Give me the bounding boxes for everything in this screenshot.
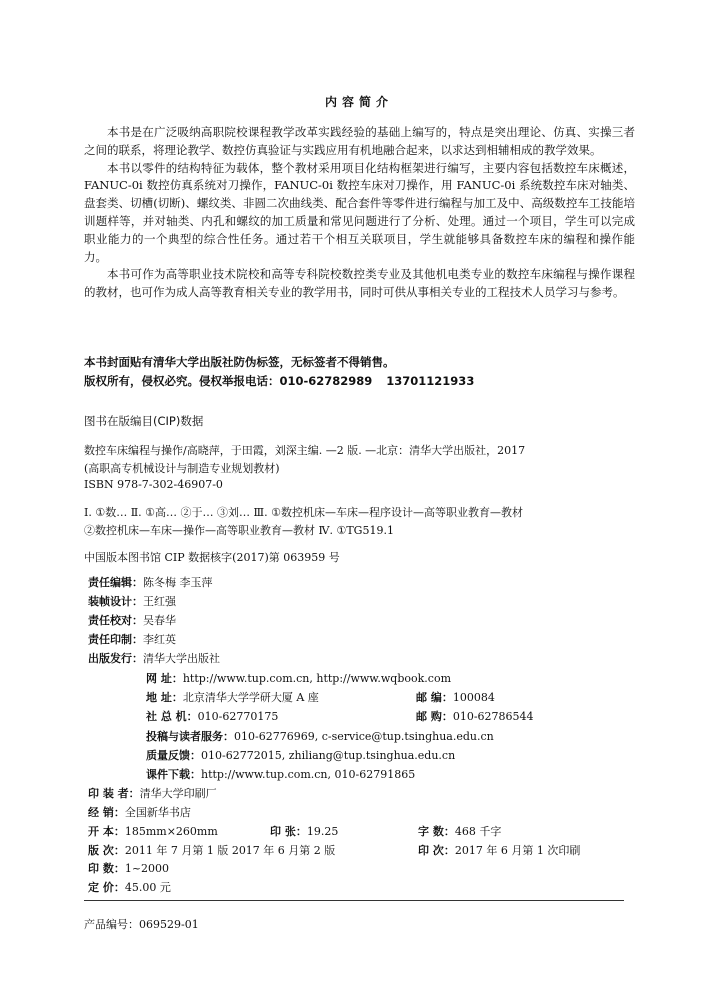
submission-value: 010-62776969, c-service@tup.tsinghua.edu.cn — [234, 730, 494, 743]
copies-value: 1~2000 — [124, 862, 170, 875]
quality-value: 010-62772015, zhiliang@tup.tsinghua.edu.cn — [201, 749, 456, 762]
intro-paragraph: 本书以零件的结构特征为载体，整个教材采用项目化结构框架进行编写，主要内容包括数控车床概述，FANUC-0i 数控仿真系统对刀操作，FANUC-0i 数控车床对刀操作，用 FANUC-0i 系统数控车床对轴类、盘套类、切槽(切断)、螺纹类、非圆二次曲线类、配合套件等零件进行编程与加工及中、高级数控车工技能培训题样等，并对轴类、内孔和螺纹的加工质量和常见问题进行了分析、处理。通过一个项目，学生可以完成职业能力的一个典型的综合性任务。通过若干个相互关联项目，学生就能够具备数控车床的编程和操作能力。 — [84, 160, 635, 264]
contact-label: 邮 购： — [416, 710, 453, 723]
printing-sheets — [270, 824, 338, 840]
credit-design — [88, 594, 648, 610]
contact-postcode — [416, 690, 495, 706]
credit-value: 吴春华 — [143, 614, 176, 627]
website-value: http://www.tup.com.cn, http://www.wqbook.com — [182, 672, 452, 685]
cip-title: 图书在版编目(CIP)数据 — [84, 414, 204, 428]
credit-label: 出版发行： — [88, 652, 143, 665]
words-value: 468 千字 — [454, 825, 502, 838]
product-label: 产品编号： — [84, 918, 139, 931]
contact-courseware — [146, 767, 706, 783]
credit-value: 陈冬梅 李玉萍 — [143, 576, 213, 589]
copyright-notice — [84, 372, 644, 391]
courseware-value: http://www.tup.com.cn, 010-62791865 — [201, 768, 416, 781]
credit-value: 李红英 — [143, 633, 176, 646]
printing-label: 开 本： — [88, 825, 125, 838]
printing-label: 印 次： — [418, 844, 455, 857]
printing-words — [418, 824, 501, 840]
printing-copies — [88, 861, 648, 877]
contact-label: 质量反馈： — [146, 749, 201, 762]
contact-label: 投稿与读者服务： — [146, 730, 234, 743]
contact-quality — [146, 748, 706, 764]
credit-value: 清华大学出版社 — [143, 652, 220, 665]
printing-edition — [88, 843, 648, 859]
contact-address — [146, 690, 706, 706]
printing-distributor — [88, 805, 648, 821]
sheets-value: 19.25 — [306, 825, 339, 838]
cip-line: Ⅰ. ①数… Ⅱ. ①高… ②于… ③刘… Ⅲ. ①数控机床—车床—程序设计—高等职业教育—教材 — [84, 506, 523, 519]
anti-counterfeit-notice — [84, 353, 644, 372]
contact-label: 社 总 机： — [146, 710, 198, 723]
credit-editor — [88, 575, 648, 591]
report-phone-2: 13701121933 — [386, 374, 475, 388]
impression-value: 2017 年 6 月第 1 次印刷 — [454, 844, 581, 857]
price-value: 45.00 元 — [124, 881, 171, 894]
credit-label: 装帧设计： — [88, 595, 143, 608]
notice-line: 本书封面贴有清华大学出版社防伪标签，无标签者不得销售。 — [84, 355, 395, 369]
contact-label: 邮 编： — [416, 691, 453, 704]
printing-printer — [88, 786, 648, 802]
printer-value: 清华大学印刷厂 — [139, 787, 217, 800]
credit-label: 责任印制： — [88, 633, 143, 646]
product-code: 069529-01 — [139, 918, 199, 931]
edition-value: 2011 年 7 月第 1 版 2017 年 6 月第 2 版 — [124, 844, 336, 857]
credit-value: 王红强 — [143, 595, 176, 608]
contact-submission — [146, 729, 706, 745]
credit-label: 责任校对： — [88, 614, 143, 627]
credit-printing — [88, 632, 648, 648]
contact-label: 地 址： — [146, 691, 183, 704]
postcode-value: 100084 — [452, 691, 495, 704]
report-phone-1: 010-62782989 — [279, 374, 373, 388]
credit-proofreading — [88, 613, 648, 629]
mail-order-value: 010-62786544 — [452, 710, 534, 723]
cip-line: (高职高专机械设计与制造专业规划教材) — [84, 462, 280, 475]
notice-label: 版权所有，侵权必究。侵权举报电话： — [84, 374, 280, 388]
distributor-value: 全国新华书店 — [124, 806, 191, 819]
intro-paragraph: 本书可作为高等职业技术院校和高等专科院校数控类专业及其他机电类专业的数控车床编程与操作课程的教材，也可作为成人高等教育相关专业的教学用书，同时可供从事相关专业的工程技术人员学习与参考。 — [84, 267, 635, 300]
printing-label: 定 价： — [88, 881, 125, 894]
printing-label: 字 数： — [418, 825, 455, 838]
contact-website — [146, 671, 706, 687]
switchboard-value: 010-62770175 — [197, 710, 279, 723]
cip-line: 数控车床编程与操作/高晓萍，于田霞，刘深主编. —2 版. —北京：清华大学出版社，2017 — [84, 444, 526, 457]
credit-label: 责任编辑： — [88, 576, 143, 589]
cip-data-number: 中国版本图书馆 CIP 数据核字(2017)第 063959 号 — [84, 551, 340, 564]
credit-publisher — [88, 651, 648, 667]
intro-title: 内容简介 — [324, 95, 393, 109]
contact-label: 课件下载： — [146, 768, 201, 781]
printing-price — [88, 880, 648, 896]
contact-label: 网 址： — [146, 672, 183, 685]
intro-paragraph: 本书是在广泛吸纳高职院校课程教学改革实践经验的基础上编写的，特点是突出理论、仿真、实操三者之间的联系，将理论教学、数控仿真验证与实践应用有机地融合起来，以求达到相辅相成的教学效果。 — [84, 125, 635, 157]
divider-rule — [84, 900, 624, 901]
contact-mail-order — [416, 709, 534, 725]
printing-label: 印 数： — [88, 862, 125, 875]
cip-line: ②数控机床—车床—操作—高等职业教育—教材 Ⅳ. ①TG519.1 — [84, 524, 394, 537]
address-value: 北京清华大学学研大厦 A 座 — [182, 691, 319, 704]
printing-label: 印 装 者： — [88, 787, 140, 800]
printing-format — [88, 824, 648, 840]
format-value: 185mm×260mm — [124, 825, 218, 838]
intro-body — [84, 124, 635, 302]
contact-switchboard — [146, 709, 706, 725]
product-number — [84, 916, 199, 932]
cip-line: ISBN 978-7-302-46907-0 — [84, 478, 223, 491]
printing-label: 印 张： — [270, 825, 307, 838]
printing-label: 经 销： — [88, 806, 125, 819]
printing-impression — [418, 843, 580, 859]
printing-label: 版 次： — [88, 844, 125, 857]
